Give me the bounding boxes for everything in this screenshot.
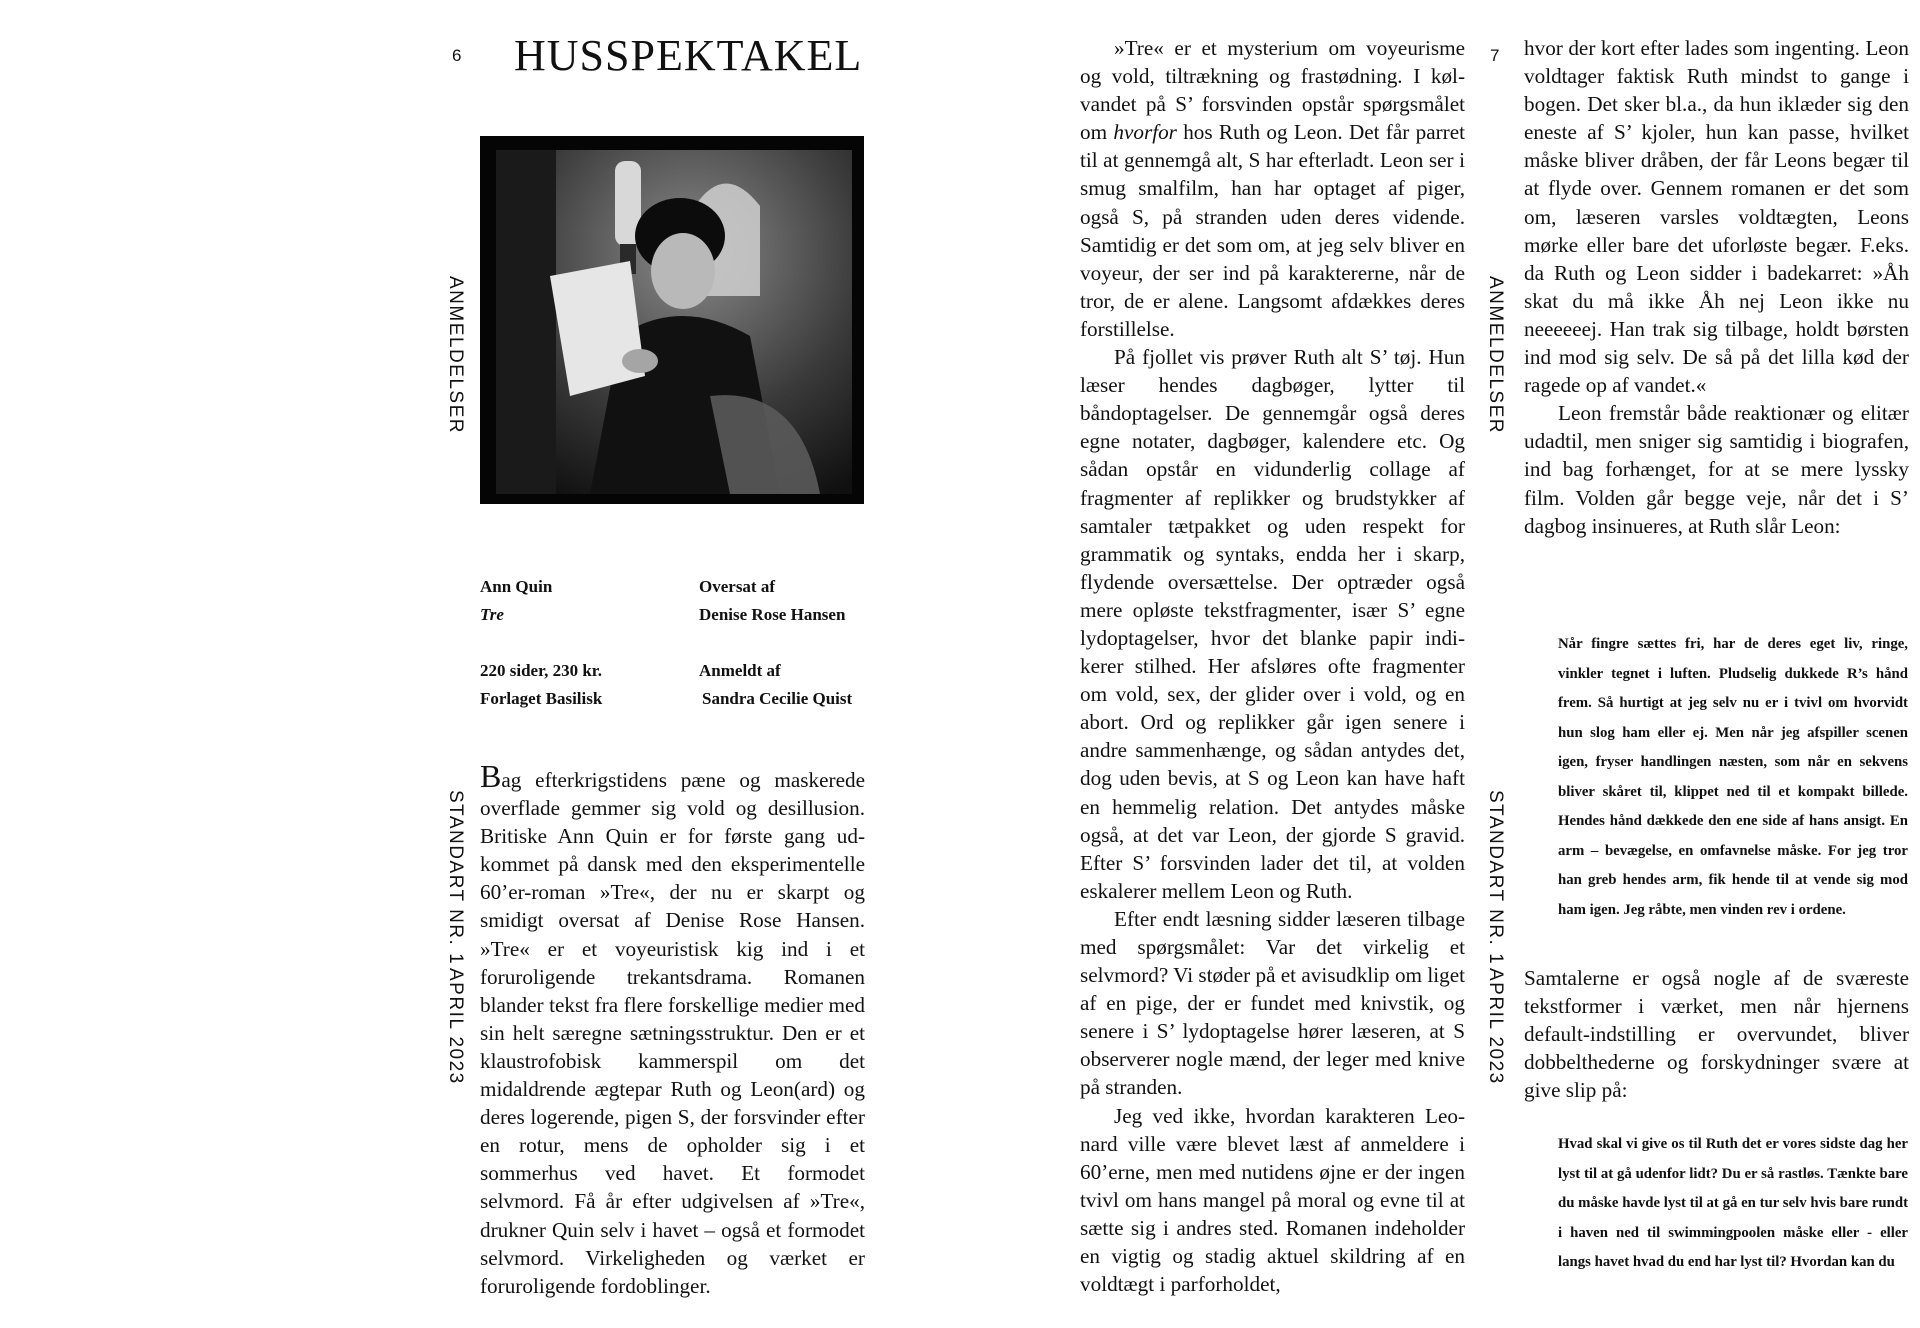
- meta-book-title: Tre: [480, 605, 504, 624]
- vertical-date-label-left: APRIL 2023: [445, 968, 466, 1085]
- author-photo: [480, 136, 864, 504]
- intro-paragraph: [480, 758, 865, 1300]
- paragraph: [1080, 34, 1465, 343]
- quote-block-1: [1558, 630, 1908, 925]
- vertical-magazine-label-left: STANDART NR. 1: [445, 790, 466, 966]
- article-body-right-2: [1524, 964, 1909, 1104]
- vertical-date-label-right: APRIL 2023: [1485, 968, 1506, 1085]
- paragraph: Samtalerne er også nogle af de sværeste tekstformer i værket, men når hjernens default-indstilling er overvundet, bliver dobbelthederne og forskydninger svære at give slip på:: [1524, 966, 1909, 1103]
- emphasis-text: hvorfor: [1113, 120, 1177, 145]
- vertical-section-label-right: ANMELDELSER: [1485, 276, 1506, 434]
- meta-reviewer: Sandra Cecilie Quist: [702, 689, 853, 708]
- article-body-middle: [1080, 34, 1465, 1298]
- intro-text: ag efterkrigstidens pæne og maskerede overflade gemmer sig vold og desillusion. Britiske Ann Quin er for første gang udkommet på dansk med den eksperimentelle 60’er-roman »Tre«, der nu er skarpt og smidigt oversat af Denise Rose Hansen. »Tre« er et voyeuristisk kig ind i et foruroligende trekantsdrama. Romanen blander tekst fra flere forskellige medier med sin helt særegne sætningsstruktur. Den er et klaustrofobisk kammerspil om det midaldrende ægtepar Ruth og Leon(ard) og deres logerende, pigen S, der forsvinder efter en rotur, mens de opholder sig i et sommerhus ved havet. Et formodet selvmord. Få år efter udgivelsen af »Tre«, drukner Quin selv i havet – også et formodet selvmord. Virkeligheden og værket er foruroligende fordoblinger.: [480, 768, 865, 1298]
- paragraph: På fjollet vis prøver Ruth alt S’ tøj. Hun læser hendes dagbøger, lytter til båndoptagelser. De gennemgår også deres egne notater, dagbøger, kalendere etc. Og sådan opstår en vidunderlig collage af fragmenter af replikker og brudstykker af samtaler tætpakket og uden respekt for grammatik og syntaks, endda her i skarp, flydende oversættelse. Der optræder også mere opløste tekstfragmenter, især S’ egne lydoptagelser, hvor det blanke papir indikerer stilhed. Her afsløres ofte fragmenter om vold, sex, der glider over i vold, og en abort. Ord og replikker går igen senere i andre sammenhænge, og sådan antydes det, dog uden bevis, at S og Leon kan have haft en hemmelig relation. Det antydes måske også, at det var Leon, der gjorde S gravid. Efter S’ forsvinden lader det til, at volden eskalerer mellem Leon og Ruth.: [1080, 345, 1465, 903]
- meta-translator: Denise Rose Hansen: [699, 605, 846, 624]
- page-number-left: 6: [452, 46, 462, 65]
- paragraph: Leon fremstår både reaktionær og elitær udadtil, men sniger sig samtidig i biografen, ind bag forhænget, for at se mere lyssky film. Volden går begge veje, når det i S’ dagbog insinueres, at Ruth slår Leon:: [1524, 401, 1909, 538]
- vertical-section-label-left: ANMELDELSER: [445, 276, 466, 434]
- page-title: HUSSPEKTAKEL: [514, 31, 863, 80]
- quote-block-2: [1558, 1130, 1908, 1278]
- quote-text: Når fingre sættes fri, har de deres eget liv, ringe, vinkler tegnet i luften. Pludselig dukkede R’s hånd frem. Så hurtigt at jeg selv nu er i tvivl om hvorvidt hun slog ham eller ej. Men når jeg afspiller scenen igen, fryser handlingen næsten, som når en sekvens bliver skåret til, klippet ned til et kompakt billede. Hendes hånd dækkede den ene side af hans ansigt. En arm – bevægelse, en omfavnelse måske. For jeg tror han greb hendes arm, fik hende til at vende sig mod ham igen. Jeg råbte, men vinden rev i ordene.: [1558, 636, 1908, 918]
- paragraph: Jeg ved ikke, hvordan karakteren Leonard ville være blevet læst af anmeldere i 60’erne, men med nutidens øjne er der ingen tvivl om hans mangel på moral og evne til at sætte sig i andres sted. Romanen indeholder en vigtig og stadig aktuel skildring af en voldtægt i parforholdet,: [1080, 1103, 1465, 1297]
- paragraph-text: hos Ruth og Leon. Det får parret til at gennemgå alt, S har efterladt. Leon ser i smug smalfilm, han har optaget af piger, også S, på stranden uden deres vidende. Samtidig er det som om, at jeg selv bliver en voyeur, der ser ind på karaktererne, når de tror, de er alene. Langsomt afdækkes deres forstillelse.: [1080, 120, 1465, 341]
- meta-pages-price: 220 sider, 230 kr.: [480, 661, 603, 680]
- paragraph-text: »Tre« er et mysterium om voyeurisme og vold, tiltrækning og frastødning. I kølvandet på S’ forsvinden opstår spørgsmålet om: [1080, 36, 1465, 145]
- vertical-magazine-label-right: STANDART NR. 1: [1485, 790, 1506, 966]
- page-number-right: 7: [1490, 46, 1500, 65]
- quote-text: Hvad skal vi give os til Ruth det er vores sidste dag her lyst til at gå udenfor lidt? Du er så rastløs. Tænkte bare du måske havde lyst til at gå en tur selv hvis bare rundt i haven ned til swimmingpoolen måske eller - eller langs havet hvad du end har lyst til? Hvordan kan du: [1558, 1136, 1908, 1270]
- article-body-left: [480, 758, 865, 1300]
- paragraph: hvor der kort efter lades som ingenting. Leon voldtager faktisk Ruth mindst to gange i bogen. Det sker bl.a., da hun iklæder sig den eneste af S’ kjoler, hun kan passe, hvilket måske bliver dråben, der får Leons begær til at flyde over. Gennem romanen er det som om, læseren varsles voldtægten, Leons mørke eller bare det uforløste begær. F.eks. da Ruth og Leon sidder i badekarret: »Åh skat du må ikke Åh nej Leon ikke nu neeeeeej. Han trak sig tilbage, holdt børsten ind mod sig selv. De så på det lilla kød der ragede op af vandet.«: [1524, 36, 1909, 398]
- meta-translated-label: Oversat af: [699, 577, 776, 596]
- paragraph: Efter endt læsning sidder læseren tilbage med spørgsmålet: Var det virkelig et selvmord? Vi støder på et avisudklip om liget af en pige, der er fundet med knivstik, og senere i S’ lydoptagelse hører læseren, at S observerer nogle mænd, der leger med knive på stranden.: [1080, 906, 1465, 1100]
- article-body-right: [1524, 34, 1909, 540]
- drop-cap: B: [480, 758, 502, 794]
- author-photo-icon: [480, 136, 864, 504]
- meta-publisher: Forlaget Basilisk: [480, 689, 603, 708]
- meta-reviewed-label: Anmeldt af: [699, 661, 781, 680]
- meta-author: Ann Quin: [480, 577, 553, 596]
